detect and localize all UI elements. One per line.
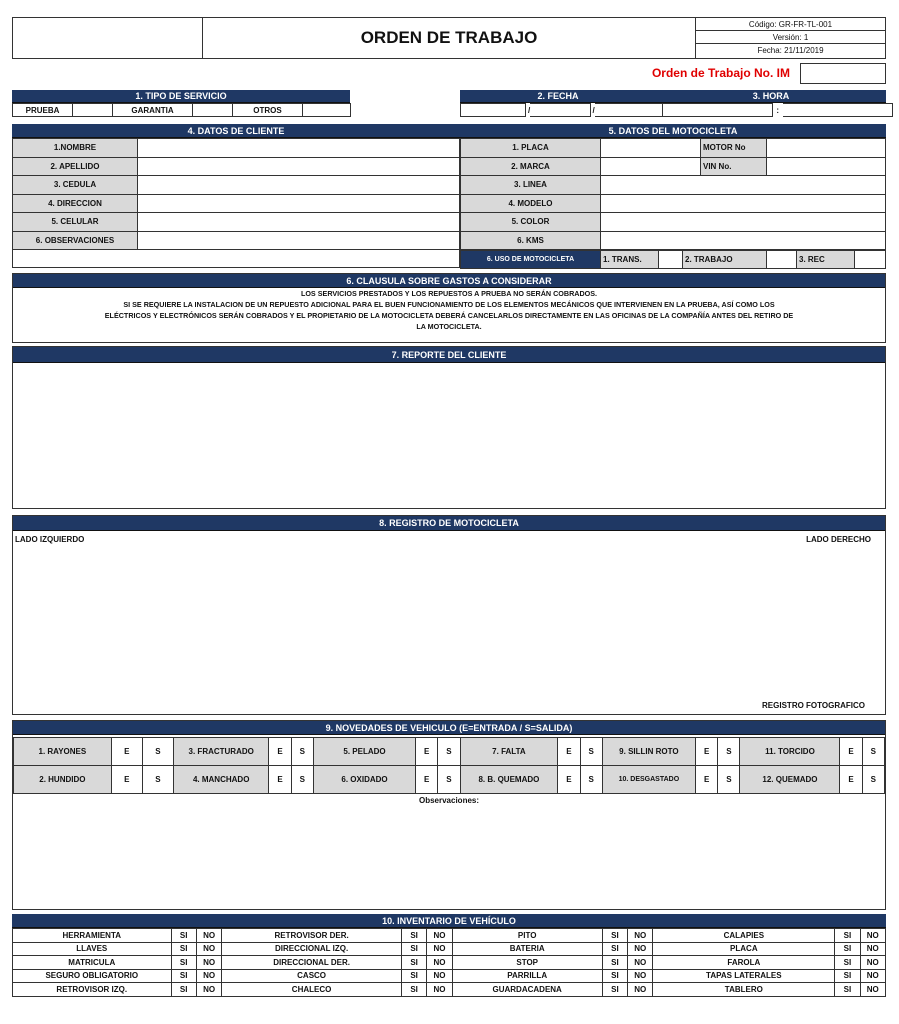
uso-trabajo-check[interactable] xyxy=(767,251,797,269)
inventario-no-check[interactable]: NO xyxy=(860,983,885,997)
novedad-rayones-e[interactable]: E xyxy=(111,738,142,766)
cliente-section xyxy=(12,124,460,268)
clausula-line-1: LOS SERVICIOS PRESTADOS Y LOS REPUESTOS A PRUEBA NO SERÁN COBRADOS. xyxy=(300,289,598,298)
inventario-item-label: BATERIA xyxy=(452,942,602,956)
novedad-falta: 7. FALTA xyxy=(460,738,558,766)
inventario-no-check[interactable]: NO xyxy=(196,983,221,997)
inventario-item-label: SEGURO OBLIGATORIO xyxy=(13,969,172,983)
novedad-manchado-s[interactable]: S xyxy=(291,766,313,794)
inventario-item-label: LLAVES xyxy=(13,942,172,956)
inventario-no-check[interactable]: NO xyxy=(196,929,221,943)
cliente-observaciones-input[interactable] xyxy=(138,231,460,250)
novedad-torcido: 11. TORCIDO xyxy=(740,738,840,766)
inventario-row xyxy=(13,956,886,970)
inventario-item-label: PITO xyxy=(452,929,602,943)
inventario-si-check[interactable]: SI xyxy=(171,983,196,997)
uso-rec-check[interactable] xyxy=(855,251,886,269)
hora-hours[interactable] xyxy=(663,104,773,117)
inventario-item-label: CHALECO xyxy=(222,983,402,997)
moto-color-input[interactable] xyxy=(601,213,886,232)
cliente-apellido-label: 2. APELLIDO xyxy=(13,157,138,176)
doc-date: Fecha: 21/11/2019 xyxy=(757,46,824,55)
cliente-cedula-label: 3. CEDULA xyxy=(13,176,138,195)
novedad-oxidado-e[interactable]: E xyxy=(416,766,438,794)
moto-modelo-input[interactable] xyxy=(601,194,886,213)
moto-section xyxy=(460,124,886,269)
novedad-manchado: 4. MANCHADO xyxy=(173,766,269,794)
clausula-line-4: LA MOTOCICLETA. xyxy=(416,322,482,331)
inventario-si-check[interactable]: SI xyxy=(171,929,196,943)
reporte-section xyxy=(12,346,886,509)
moto-uso-label: 6. USO DE MOTOCICLETA xyxy=(461,251,601,269)
fecha-sep-2: / xyxy=(592,105,595,115)
inventario-si-check[interactable]: SI xyxy=(171,956,196,970)
inventario-si-check[interactable]: SI xyxy=(171,969,196,983)
inventario-si-check[interactable]: SI xyxy=(602,983,627,997)
novedad-rayones: 1. RAYONES xyxy=(14,738,112,766)
uso-trans-label: 1. TRANS. xyxy=(601,251,659,269)
novedad-quemado: 12. QUEMADO xyxy=(740,766,840,794)
tipo-servicio-section xyxy=(12,90,350,117)
novedad-oxidado-s[interactable]: S xyxy=(438,766,460,794)
inventario-item-label: GUARDACADENA xyxy=(452,983,602,997)
inventario-item-label: TABLERO xyxy=(653,983,835,997)
uso-trabajo-label: 2. TRABAJO xyxy=(683,251,767,269)
tipo-garantia: GARANTIA xyxy=(113,104,193,117)
header-box xyxy=(12,17,886,59)
cliente-title: 4. DATOS DE CLIENTE xyxy=(12,124,460,138)
tipo-otros-check[interactable] xyxy=(303,104,351,117)
novedad-hundido-s[interactable]: S xyxy=(142,766,173,794)
fecha-month[interactable] xyxy=(530,104,590,117)
registro-title: 8. REGISTRO DE MOTOCICLETA xyxy=(13,516,885,531)
hora-title: 3. HORA xyxy=(656,90,886,103)
novedad-pelado: 5. PELADO xyxy=(313,738,415,766)
novedad-quemado-s[interactable]: S xyxy=(862,766,884,794)
inventario-si-check[interactable]: SI xyxy=(171,942,196,956)
moto-marca-input[interactable] xyxy=(601,157,701,176)
novedad-fracturado-e[interactable]: E xyxy=(269,738,291,766)
reporte-textarea[interactable] xyxy=(13,363,885,508)
tipo-prueba: PRUEBA xyxy=(13,104,73,117)
registro-section xyxy=(12,515,886,715)
inventario-no-check[interactable]: NO xyxy=(196,969,221,983)
tipo-servicio-title: 1. TIPO DE SERVICIO xyxy=(12,90,350,103)
novedad-desgastado-e[interactable]: E xyxy=(696,766,718,794)
inventario-no-check[interactable]: NO xyxy=(427,942,452,956)
moto-motor-label: MOTOR No xyxy=(701,139,767,158)
lado-derecho-label: LADO DERECHO xyxy=(806,535,871,544)
inventario-no-check[interactable]: NO xyxy=(427,929,452,943)
moto-modelo-label: 4. MODELO xyxy=(461,194,601,213)
novedad-sillin-s[interactable]: S xyxy=(718,738,740,766)
inventario-no-check[interactable]: NO xyxy=(628,956,653,970)
fecha-year[interactable] xyxy=(595,104,663,117)
novedad-hundido: 2. HUNDIDO xyxy=(14,766,112,794)
inventario-item-label: CALAPIES xyxy=(653,929,835,943)
tipo-prueba-check[interactable] xyxy=(73,104,113,117)
inventario-item-label: FAROLA xyxy=(653,956,835,970)
inventario-section xyxy=(12,914,886,997)
novedad-b-quemado: 8. B. QUEMADO xyxy=(460,766,558,794)
page-title: ORDEN DE TRABAJO xyxy=(360,28,538,47)
cliente-apellido-input[interactable] xyxy=(138,157,460,176)
inventario-item-label: DIRECCIONAL DER. xyxy=(222,956,402,970)
inventario-si-check[interactable]: SI xyxy=(835,956,860,970)
inventario-table xyxy=(12,928,886,997)
novedad-hundido-e[interactable]: E xyxy=(111,766,142,794)
moto-kms-label: 6. KMS xyxy=(461,231,601,250)
moto-linea-label: 3. LINEA xyxy=(461,176,601,195)
inventario-title: 10. INVENTARIO DE VEHÍCULO xyxy=(12,914,886,928)
tipo-otros: OTROS xyxy=(233,104,303,117)
fecha-hora-section xyxy=(460,90,886,117)
inventario-si-check[interactable]: SI xyxy=(401,983,426,997)
fecha-sep-1: / xyxy=(528,105,531,115)
moto-color-label: 5. COLOR xyxy=(461,213,601,232)
inventario-row xyxy=(13,942,886,956)
uso-trans-check[interactable] xyxy=(659,251,683,269)
inventario-item-label: TAPAS LATERALES xyxy=(653,969,835,983)
clausula-section xyxy=(12,273,886,343)
logo-area xyxy=(13,18,203,58)
inventario-si-check[interactable]: SI xyxy=(835,942,860,956)
inventario-item-label: PARRILLA xyxy=(452,969,602,983)
novedad-sillin-e[interactable]: E xyxy=(696,738,718,766)
novedades-section xyxy=(12,720,886,910)
inventario-no-check[interactable]: NO xyxy=(860,942,885,956)
novedad-quemado-e[interactable]: E xyxy=(840,766,862,794)
novedad-desgastado-s[interactable]: S xyxy=(718,766,740,794)
moto-vin-input[interactable] xyxy=(767,157,886,176)
inventario-no-check[interactable]: NO xyxy=(860,969,885,983)
fecha-day[interactable] xyxy=(461,104,526,117)
novedad-desgastado: 10. DESGASTADO xyxy=(602,766,695,794)
fecha-title: 2. FECHA xyxy=(460,90,656,103)
novedad-fracturado: 3. FRACTURADO xyxy=(173,738,269,766)
cliente-nombre-input[interactable] xyxy=(138,139,460,158)
moto-kms-input[interactable] xyxy=(601,231,886,250)
inventario-item-label: CASCO xyxy=(222,969,402,983)
inventario-item-label: PLACA xyxy=(653,942,835,956)
novedad-sillin: 9. SILLIN ROTO xyxy=(602,738,695,766)
tipo-garantia-check[interactable] xyxy=(193,104,233,117)
moto-vin-label: VIN No. xyxy=(701,157,767,176)
cliente-observaciones-label: 6. OBSERVACIONES xyxy=(13,231,138,250)
inventario-no-check[interactable]: NO xyxy=(196,956,221,970)
inventario-item-label: RETROVISOR IZQ. xyxy=(13,983,172,997)
novedad-torcido-s[interactable]: S xyxy=(862,738,884,766)
inventario-item-label: MATRICULA xyxy=(13,956,172,970)
novedad-b-quemado-e[interactable]: E xyxy=(558,766,580,794)
inventario-si-check[interactable]: SI xyxy=(602,956,627,970)
registro-fotografico-label: REGISTRO FOTOGRAFICO xyxy=(762,701,865,710)
inventario-item-label: STOP xyxy=(452,956,602,970)
moto-title: 5. DATOS DEL MOTOCICLETA xyxy=(460,124,886,138)
moto-placa-label: 1. PLACA xyxy=(461,139,601,158)
novedad-rayones-s[interactable]: S xyxy=(142,738,173,766)
uso-rec-label: 3. REC xyxy=(797,251,855,269)
novedad-b-quemado-s[interactable]: S xyxy=(580,766,602,794)
order-number-field[interactable] xyxy=(800,63,886,84)
inventario-item-label: DIRECCIONAL IZQ. xyxy=(222,942,402,956)
novedad-oxidado: 6. OXIDADO xyxy=(313,766,415,794)
inventario-si-check[interactable]: SI xyxy=(401,929,426,943)
novedad-manchado-e[interactable]: E xyxy=(269,766,291,794)
inventario-no-check[interactable]: NO xyxy=(427,969,452,983)
order-number-label: Orden de Trabajo No. IM xyxy=(651,66,790,80)
hora-minutes[interactable] xyxy=(783,104,893,117)
lado-izquierdo-label: LADO IZQUIERDO xyxy=(15,535,85,544)
clausula-title: 6. CLAUSULA SOBRE GASTOS A CONSIDERAR xyxy=(13,274,885,288)
inventario-no-check[interactable]: NO xyxy=(196,942,221,956)
inventario-no-check[interactable]: NO xyxy=(860,956,885,970)
inventario-no-check[interactable]: NO xyxy=(427,956,452,970)
novedad-pelado-s[interactable]: S xyxy=(438,738,460,766)
novedades-obs-label: Observaciones: xyxy=(418,796,480,805)
inventario-item-label: HERRAMIENTA xyxy=(13,929,172,943)
inventario-si-check[interactable]: SI xyxy=(835,969,860,983)
moto-linea-input[interactable] xyxy=(601,176,886,195)
cliente-direccion-label: 4. DIRECCION xyxy=(13,194,138,213)
inventario-si-check[interactable]: SI xyxy=(835,983,860,997)
novedad-falta-s[interactable]: S xyxy=(580,738,602,766)
moto-marca-label: 2. MARCA xyxy=(461,157,601,176)
hora-sep: : xyxy=(776,105,780,115)
moto-motor-input[interactable] xyxy=(767,139,886,158)
inventario-si-check[interactable]: SI xyxy=(602,942,627,956)
reporte-title: 7. REPORTE DEL CLIENTE xyxy=(13,347,885,363)
cliente-extra-row[interactable] xyxy=(13,250,460,268)
doc-version: Versión: 1 xyxy=(696,31,885,44)
inventario-si-check[interactable]: SI xyxy=(602,929,627,943)
cliente-nombre-label: 1.NOMBRE xyxy=(13,139,138,158)
inventario-item-label: RETROVISOR DER. xyxy=(222,929,402,943)
inventario-no-check[interactable]: NO xyxy=(628,983,653,997)
novedad-fracturado-s[interactable]: S xyxy=(291,738,313,766)
novedades-title: 9. NOVEDADES DE VEHICULO (E=ENTRADA / S=SALIDA) xyxy=(13,721,885,735)
inventario-row xyxy=(13,929,886,943)
inventario-row xyxy=(13,983,886,997)
inventario-si-check[interactable]: SI xyxy=(401,956,426,970)
inventario-no-check[interactable]: NO xyxy=(628,969,653,983)
cliente-cedula-input[interactable] xyxy=(138,176,460,195)
inventario-no-check[interactable]: NO xyxy=(628,929,653,943)
cliente-direccion-input[interactable] xyxy=(138,194,460,213)
inventario-no-check[interactable]: NO xyxy=(860,929,885,943)
inventario-row xyxy=(13,969,886,983)
inventario-si-check[interactable]: SI xyxy=(835,929,860,943)
inventario-no-check[interactable]: NO xyxy=(628,942,653,956)
inventario-si-check[interactable]: SI xyxy=(602,969,627,983)
novedades-obs-area[interactable] xyxy=(13,805,885,915)
inventario-si-check[interactable]: SI xyxy=(401,942,426,956)
inventario-no-check[interactable]: NO xyxy=(427,983,452,997)
doc-meta xyxy=(695,18,885,58)
inventario-si-check[interactable]: SI xyxy=(401,969,426,983)
novedad-torcido-e[interactable]: E xyxy=(840,738,862,766)
novedad-pelado-e[interactable]: E xyxy=(416,738,438,766)
clausula-line-3: ELÉCTRICOS Y ELECTRÓNICOS SERÁN COBRADOS Y EL PROPIETARIO DE LA MOTOCICLETA DEBERÁ CANCELARLOS DIRECTAMENTE EN LAS OFICINAS DE LA COMPAÑÍA ANTES DEL RETIRO DE xyxy=(104,311,794,320)
clausula-line-2: SI SE REQUIERE LA INSTALACION DE UN REPUESTO ADICIONAL PARA EL BUEN FUNCIONAMIENTO DE LOS ELEMENTOS MECÁNICOS QUE INTERVIENEN EN LA PRUEBA, ASÍ COMO LOS xyxy=(123,300,775,309)
moto-placa-input[interactable] xyxy=(601,139,701,158)
cliente-celular-input[interactable] xyxy=(138,213,460,232)
doc-code: Código: GR-FR-TL-001 xyxy=(696,18,885,31)
cliente-celular-label: 5. CELULAR xyxy=(13,213,138,232)
novedad-falta-e[interactable]: E xyxy=(558,738,580,766)
